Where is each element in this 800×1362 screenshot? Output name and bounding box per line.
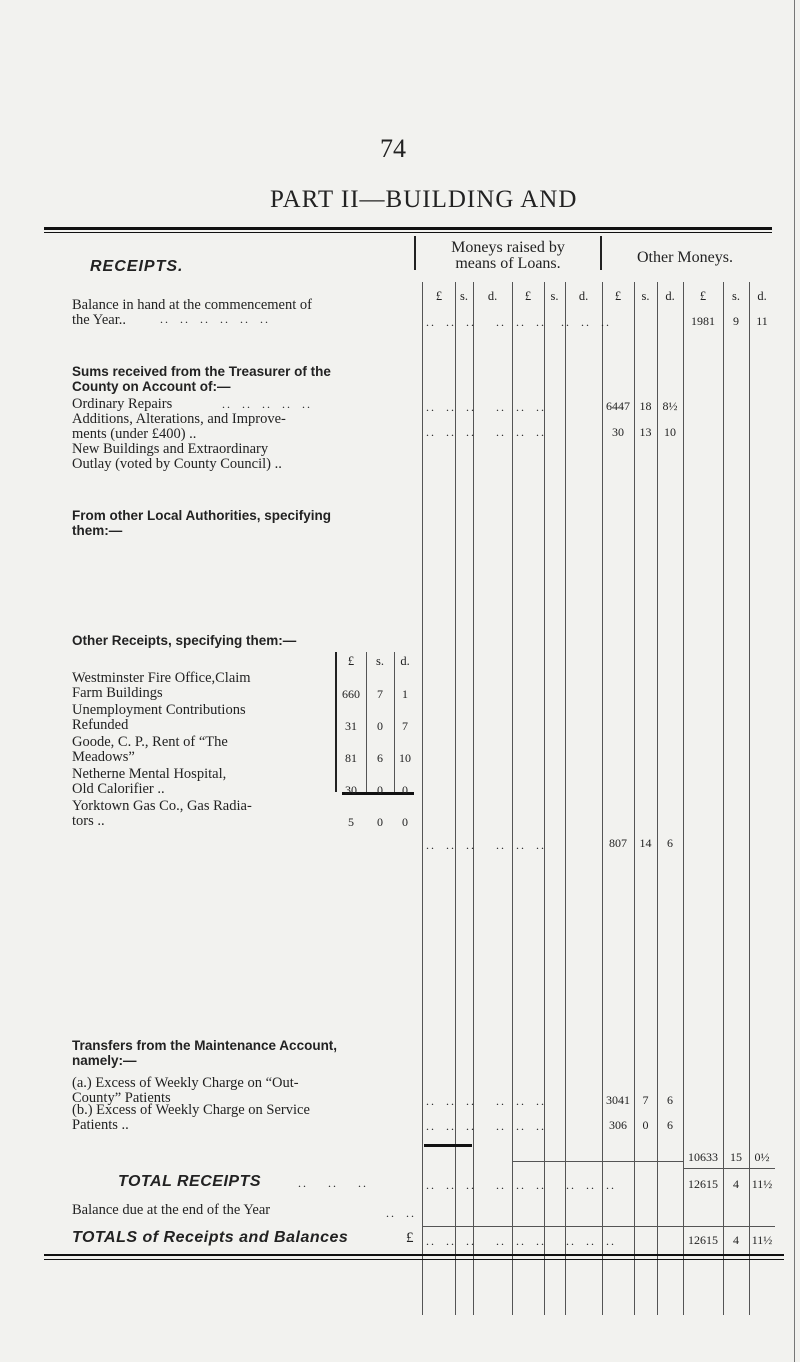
item-shillings: 0 (377, 815, 383, 829)
total-receipts-label: TOTAL RECEIPTS (118, 1173, 262, 1190)
item-pounds: 81 (345, 751, 357, 765)
other-receipts-heading: Other Receipts, specifying them:— (72, 633, 297, 648)
page-title: PART II—BUILDING AND (270, 186, 578, 213)
item-shillings: 0 (377, 783, 383, 797)
col-line (422, 282, 423, 1315)
subtotal-pounds: 10633 (688, 1150, 718, 1164)
bottom-rule-thin (44, 1259, 784, 1260)
leader-dots: .. .. .. .. .. .. .. .. .. (426, 1234, 616, 1248)
totals-pence: 11½ (751, 1233, 773, 1247)
leader-dots: .. .. .. .. .. .. (426, 838, 546, 852)
top-rule (44, 227, 772, 230)
item-westminster-label: Westminster Fire Office,Claim Farm Buildings (72, 670, 251, 701)
additions-label: Additions, Alterations, and Improve- ments (under £400) .. (72, 411, 286, 442)
leader-dots: .. .. (386, 1206, 416, 1220)
subtotal-rule (512, 1161, 683, 1162)
total-receipts-shillings: 4 (733, 1177, 739, 1191)
other-receipts-total-shillings: 14 (639, 836, 652, 850)
total-receipts-pounds: 12615 (688, 1177, 718, 1191)
pound-unit: £ (435, 289, 443, 303)
treasurer-heading: Sums received from the Treasurer of the County on Account of:— (72, 364, 331, 394)
leader-dots: .. .. .. .. .. .. (426, 1094, 546, 1108)
bottom-rule (44, 1254, 784, 1256)
item-pence: 0 (402, 815, 408, 829)
page-number: 74 (380, 134, 406, 163)
shilling-unit: s. (732, 289, 740, 303)
balance-shillings: 9 (733, 314, 739, 328)
additions-pence: 10 (664, 425, 676, 439)
leader-dots: .. .. .. .. .. .. (426, 400, 546, 414)
item-shillings: 6 (377, 751, 383, 765)
other-moneys-column-header: Other Moneys. (637, 249, 733, 266)
pound-unit: £ (614, 289, 622, 303)
item-unemployment-label: Unemployment Contributions Refunded (72, 702, 246, 733)
pound-unit: £ (347, 654, 355, 668)
total-receipts-pence: 11½ (751, 1177, 773, 1191)
item-pence: 7 (402, 719, 408, 733)
transfer-a-pounds: 3041 (606, 1093, 630, 1107)
balance-label: Balance in hand at the commencement of the Year.. (72, 297, 312, 328)
item-pounds: 30 (345, 783, 357, 797)
totals-label: TOTALS of Receipts and Balances (72, 1229, 349, 1246)
item-netherne-label: Netherne Mental Hospital, Old Calorifier .. (72, 766, 227, 797)
transfer-b-pounds: 306 (609, 1118, 627, 1132)
receipts-heading: RECEIPTS. (90, 258, 184, 275)
loans-column-header: Moneys raised by means of Loans. (451, 239, 565, 272)
pence-unit: d. (400, 654, 410, 668)
leader-dots: .. .. .. .. .. .. (426, 1119, 546, 1133)
item-pence: 0 (402, 783, 408, 797)
shilling-unit: s. (460, 289, 468, 303)
totals-pounds: 12615 (688, 1233, 718, 1247)
transfers-heading: Transfers from the Maintenance Account, namely:— (72, 1038, 338, 1068)
new-buildings-label: New Buildings and Extraordinary Outlay (voted by County Council) .. (72, 441, 282, 472)
pence-unit: d. (757, 289, 767, 303)
shilling-unit: s. (641, 289, 650, 303)
header-divider-1 (414, 236, 416, 270)
balance-pounds: 1981 (691, 314, 715, 328)
transfer-a-label: (a.) Excess of Weekly Charge on “Out- County” Patients (72, 1075, 299, 1106)
item-shillings: 0 (377, 719, 383, 733)
totals-rule (422, 1226, 775, 1227)
pence-unit: d. (665, 289, 675, 303)
shilling-unit: s. (376, 654, 384, 668)
subtotal-pence: 0½ (754, 1150, 770, 1164)
leader-dots: .. .. .. (298, 1176, 368, 1190)
item-goode-label: Goode, C. P., Rent of “The Meadows” (72, 734, 228, 765)
other-receipts-total-pounds: 807 (609, 836, 627, 850)
local-authorities-heading: From other Local Authorities, specifying them:— (72, 508, 332, 538)
shilling-unit: s. (550, 289, 559, 303)
item-pounds: 5 (348, 815, 354, 829)
item-pence: 1 (402, 687, 408, 701)
transfer-a-pence: 6 (667, 1093, 673, 1107)
ordinary-shillings: 18 (639, 399, 652, 413)
additions-shillings: 13 (639, 425, 652, 439)
totals-currency: £ (406, 1230, 414, 1246)
ordinary-repairs-label: Ordinary Repairs (72, 396, 173, 412)
leader-dots: .. .. .. .. .. (222, 397, 312, 411)
top-rule-thin (44, 232, 772, 233)
transfer-a-shillings: 7 (642, 1093, 649, 1107)
leader-dots: .. .. .. .. .. .. (160, 312, 270, 326)
leader-dots: .. .. .. .. .. .. .. .. .. (426, 1178, 616, 1192)
subtotal-shillings: 15 (730, 1150, 742, 1164)
subtotal-rule (424, 1144, 472, 1147)
item-yorktown-label: Yorktown Gas Co., Gas Radia- tors .. (72, 798, 252, 829)
subtotal-underline (683, 1168, 775, 1169)
pound-unit: £ (699, 289, 707, 303)
ordinary-pounds: 6447 (606, 399, 630, 413)
item-pounds: 660 (342, 687, 360, 701)
item-pounds: 31 (345, 719, 357, 733)
header-divider-2 (600, 236, 602, 270)
other-receipts-total-pence: 6 (667, 836, 673, 850)
ordinary-pence: 8½ (662, 399, 678, 413)
balance-pence: 11 (756, 314, 768, 328)
leader-dots: .. .. .. .. .. .. (426, 425, 546, 439)
leader-dots: .. .. .. .. .. .. .. .. .. (426, 315, 611, 329)
transfer-b-label: (b.) Excess of Weekly Charge on Service Patients .. (72, 1102, 310, 1133)
item-shillings: 7 (377, 687, 383, 701)
pence-unit: d. (578, 289, 589, 303)
page-edge (794, 0, 795, 1362)
item-pence: 10 (399, 751, 411, 765)
pound-unit: £ (524, 289, 532, 303)
balance-due-label: Balance due at the end of the Year (72, 1202, 271, 1218)
pence-unit: d. (487, 289, 498, 303)
additions-pounds: 30 (612, 425, 624, 439)
transfer-b-pence: 6 (667, 1118, 673, 1132)
transfer-b-shillings: 0 (642, 1118, 649, 1132)
totals-shillings: 4 (733, 1233, 739, 1247)
